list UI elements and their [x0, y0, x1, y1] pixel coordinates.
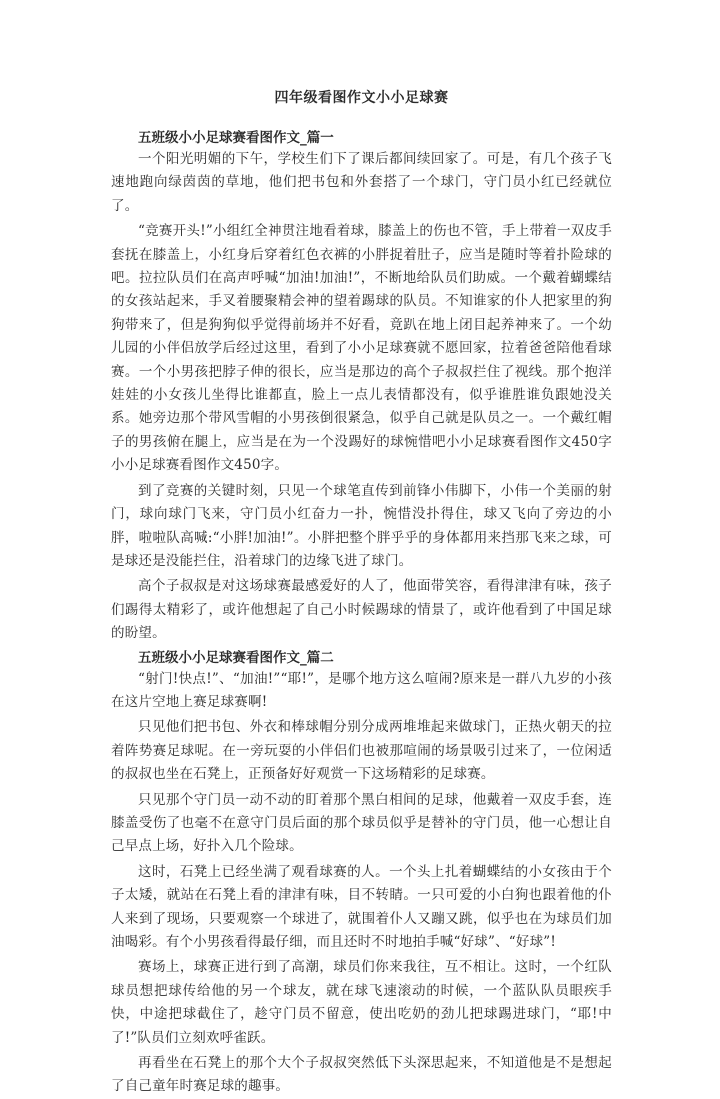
paragraph: “射门!快点!”、“加油!”“耶!”，是哪个地方这么喧闹?原来是一群八九岁的小孩在这片空地上赛足球赛啊!: [111, 670, 612, 710]
paragraph: 赛场上，球赛正进行到了高潮，球员们你来我往，互不相让。这时，一个红队球员想把球传给他的另一个球友，就在球飞速滚动的时候，一个蓝队队员眼疾手快，中途把球截住了，趁守门员不留意，使出吃奶的劲儿把球踢进球门，“耶!中了!”队员们立刻欢呼雀跃。: [111, 959, 612, 1046]
paragraph: 这时，石凳上已经坐满了观看球赛的人。一个头上扎着蝴蝶结的小女孩由于个子太矮，就站在石凳上看的津津有味，目不转睛。一只可爱的小白狗也跟着他的仆人来到了现场，只要观察一个球进了，就围着仆人又蹦又跳，似乎也在为球员们加油喝彩。有个小男孩看得最仔细，而且还时不时地拍手喊“好球”、“好球”!: [111, 863, 612, 950]
paragraph: 只见那个守门员一动不动的盯着那个黑白相间的足球，他戴着一双皮手套，连膝盖受伤了也毫不在意守门员后面的那个球员似乎是替补的守门员，他一心想让自己早点上场，好扑入几个险球。: [111, 791, 612, 855]
paragraph: “竞赛开头!”小组红全神贯注地看着球，膝盖上的伤也不管，手上带着一双皮手套抚在膝盖上，小红身后穿着红色衣裤的小胖捉着肚子，应当是随时等着扑险球的吧。拉拉队员们在高声呼喊“加油!加油!”，不断地给队员们助威。一个戴着蝴蝶结的女孩站起来，手叉着腰聚精会神的望着踢球的队员。不知谁家的仆人把家里的狗狗带来了，但是狗狗似乎觉得前场并不好看，竟趴在地上闭目起养神来了。一个幼儿园的小伴侣放学后经过这里，看到了小小足球赛就不愿回家，拉着爸爸陪他看球赛。一个小男孩把脖子伸的很长，应当是那边的高个子叔叔拦住了视线。那个抱洋娃娃的小女孩儿坐得比谁都直，脸上一点儿表情都没有，似乎谁胜谁负跟她没关系。她旁边那个带风雪帽的小男孩倒很紧急，似乎自己就是队员之一。一个戴红帽子的男孩俯在腿上，应当是在为一个没踢好的球惋惜吧小小足球赛看图作文450字小小足球赛看图作文450字。: [111, 223, 612, 474]
section-heading: 五班级小小足球赛看图作文_篇二: [138, 649, 334, 666]
paragraph: 高个子叔叔是对这场球赛最感爱好的人了，他面带笑容，看得津津有味，孩子们踢得太精彩了，或许他想起了自己小时候踢球的情景了，或许他看到了中国足球的盼望。: [111, 578, 612, 642]
paragraph: 一个阳光明媚的下午，学校生们下了课后都间续回家了。可是，有几个孩子飞速地跑向绿茵茵的草地，他们把书包和外套搭了一个球门，守门员小红已经就位了。: [111, 151, 612, 214]
section-heading: 五班级小小足球赛看图作文_篇一: [138, 130, 334, 146]
paragraph: 到了竞赛的关键时刻，只见一个球笔直传到前锋小伟脚下，小伟一个美丽的射门，球向球门飞来，守门员小红奋力一扑，惋惜没扑得住，球又飞向了旁边的小胖，啦啦队高喊:“小胖!加油!”。小胖把整个胖乎乎的身体都用来挡那飞来之球，可是球还是没能拦住，沿着球门的边缘飞进了球门。: [111, 482, 612, 569]
paragraph: 只见他们把书包、外衣和棒球帽分别分成两堆堆起来做球门，正热火朝天的拉着阵势赛足球呢。在一旁玩耍的小伴侣们也被那喧闹的场景吸引过来了，一位闲适的叔叔也坐在石凳上，正预备好好观赏一下这场精彩的足球赛。: [111, 719, 612, 783]
document-title: 四年级看图作文小小足球赛: [274, 90, 449, 106]
paragraph: 再看坐在石凳上的那个大个子叔叔突然低下头深思起来，不知道他是不是想起了自己童年时赛足球的趣事。: [111, 1055, 612, 1095]
